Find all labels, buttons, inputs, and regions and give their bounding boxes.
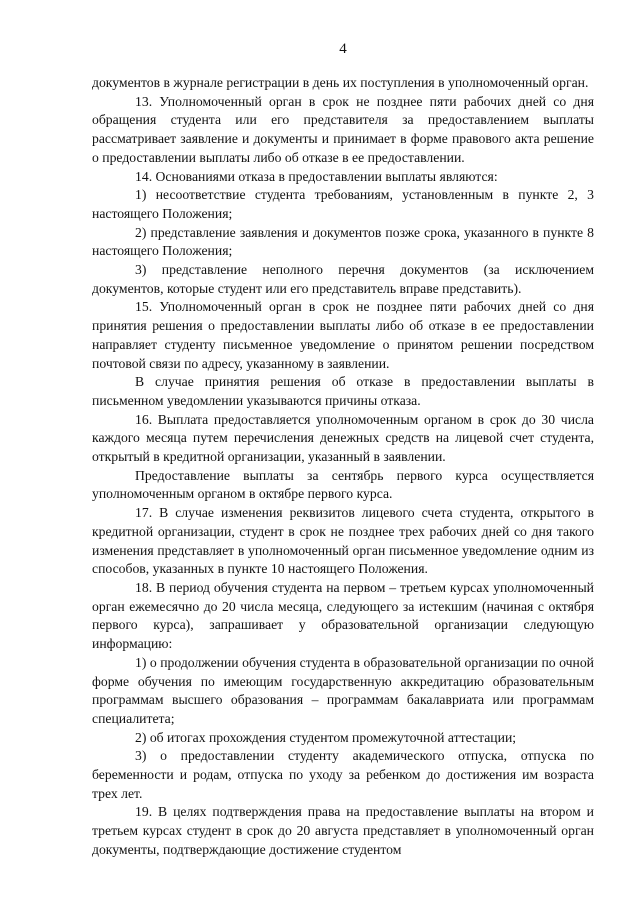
paragraph-item-17: 17. В случае изменения реквизитов лицевого счета студента, открытого в кредитной организации, студент в срок не позднее трех рабочих дней со дня такого изменения представляет в уполномоченный орган письменное уведомление одним из способов, указанных в пункте 10 настоящего Положения. [92, 505, 594, 577]
paragraph-item-19: 19. В целях подтверждения права на предоставление выплаты на втором и третьем курсах студент в срок до 20 августа представляет в уполномоченный орган документы, подтверждающие достижение студентом [92, 804, 594, 857]
paragraph-item-18-sub-2: 2) об итогах прохождения студентом промежуточной аттестации; [135, 729, 517, 745]
paragraph-item-16-september: Предоставление выплаты за сентябрь первого курса осуществляется уполномоченным органом в октябре первого курса. [92, 467, 594, 502]
paragraph-item-14-sub-1: 1) несоответствие студента требованиям, установленным в пункте 2, 3 настоящего Положения; [92, 187, 594, 221]
paragraph-item-14-sub-3: 3) представление неполного перечня документов (за исключением документов, которые студент или его представитель вправе представить). [92, 262, 594, 296]
paragraph-item-13: 13. Уполномоченный орган в срок не позднее пяти рабочих дней со дня обращения студента или его представителя за предоставлением выплаты рассматривает заявление и документы и принимает в форме правового акта решение о предоставлении выплаты либо об отказе в ее предоставлении. [92, 93, 594, 165]
paragraph-item-18: 18. В период обучения студента на первом – третьем курсах уполномоченный орган ежемесячно до 20 числа месяца, следующего за истекшим (начиная с октября первого курса), запрашивает у образовательной организации следующую информацию: [92, 579, 594, 652]
paragraph-item-16: 16. Выплата предоставляется уполномоченным органом в срок до 30 числа каждого месяца путем перечисления денежных средств на лицевой счет студента, открытый в кредитной организации, указанный в заявлении. [92, 411, 594, 465]
paragraph-item-18-sub-1: 1) о продолжении обучения студента в образовательной организации по очной форме обучения по имеющим государственную аккредитацию образовательным программам высшего образования – программам бакалавриата или программам специалитета; [92, 654, 594, 726]
paragraph-item-15: 15. Уполномоченный орган в срок не позднее пяти рабочих дней со дня принятия решения о предоставлении выплаты либо об отказе в ее предоставлении направляет студенту письменное уведомление о принятом решении посредством почтовой связи по адресу, указанному в заявлении. [92, 299, 594, 371]
paragraph-item-15-refusal: В случае принятия решения об отказе в предоставлении выплаты в письменном уведомлении указываются причины отказа. [92, 374, 594, 408]
document-body [92, 74, 594, 860]
paragraph-continuation: документов в журнале регистрации в день их поступления в уполномоченный орган. [92, 75, 589, 90]
paragraph-item-18-sub-3: 3) о предоставлении студенту академического отпуска, отпуска по беременности и родам, отпуска по уходу за ребенком до достижения им возраста трех лет. [92, 748, 594, 801]
paragraph-item-14: 14. Основаниями отказа в предоставлении выплаты являются: [135, 168, 498, 184]
paragraph-item-14-sub-2: 2) представление заявления и документов позже срока, указанного в пункте 8 настоящего Положения; [92, 224, 594, 259]
page-number: 4 [339, 41, 347, 57]
